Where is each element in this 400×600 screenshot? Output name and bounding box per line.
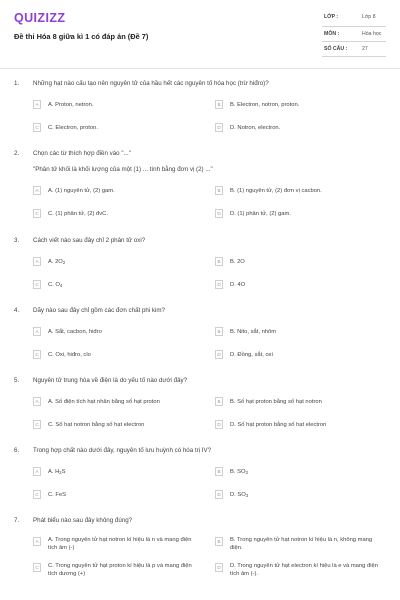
option-text-tail: S [61, 469, 66, 475]
question-text: Những hạt nào cấu tạo nên nguyên tử của hầu hết các nguyên tố hóa học (trừ hiđro)? [33, 80, 269, 87]
option-letter-box: D [215, 490, 223, 499]
option-text [230, 468, 248, 477]
meta-row-class [322, 10, 386, 27]
header-divider [0, 68, 400, 69]
option-text-main: B. Số hạt proton bằng số hạt notron [230, 399, 322, 405]
option-letter-box: C [33, 490, 41, 499]
option-subscript: 2 [59, 470, 62, 475]
meta-value-count: 27 [362, 46, 368, 52]
option-text-main: D. (1) phân tử, (2) gam. [230, 211, 291, 217]
question-number: 2. [14, 150, 20, 157]
option-letter-box: A [33, 467, 41, 476]
question-text: Nguyên tử trung hòa về điện là do yếu tố nào dưới đây? [33, 377, 188, 384]
option-text [230, 124, 280, 132]
worksheet-header [0, 0, 400, 68]
meta-row-subject [322, 27, 386, 42]
option-text-main: C. Trong nguyên tử hạt proton kí hiệu là p và mang điện tích dương (+) [48, 563, 192, 577]
option-letter-box: B [215, 327, 223, 336]
option-text-main: C. Electron, proton. [48, 125, 98, 131]
option-text-main: B. SO [230, 469, 246, 475]
question-text: Phát biểu nào sau đây không đúng? [33, 517, 133, 524]
option-text [48, 210, 108, 218]
option-text-main: D. Đồng, sắt, oxi [230, 352, 273, 358]
option-text-main: B. Nito, sắt, nhôm [230, 329, 277, 335]
option-text-main: C. Oxi, hiđro, clo [48, 352, 91, 358]
option-letter-box: D [215, 350, 223, 359]
option-letter-box: C [33, 420, 41, 429]
option-letter-box: A [33, 100, 41, 109]
option-text [230, 491, 248, 500]
meta-row-count [322, 42, 386, 57]
question-text: Chọn các từ thích hợp điền vào "..." [33, 150, 131, 157]
option-text-main: A. H [48, 469, 60, 475]
option-text [48, 351, 91, 359]
option-text-main: B. Trong nguyên tử hạt notron kí hiệu là n, không mang điện. [230, 537, 373, 551]
option-subscript: 2 [62, 260, 66, 265]
option-text-main: A. Sắt, cacbon, hiđro [48, 329, 102, 335]
option-text-main: B. 2O [230, 259, 245, 265]
meta-key-count: SỐ CÂU : [324, 46, 348, 52]
option-letter-box: D [215, 420, 223, 429]
option-letter-box: D [215, 123, 223, 132]
question-text: Trong hợp chất nào dưới đây, nguyên tố lưu huỳnh có hóa trị IV? [33, 447, 212, 454]
meta-value-subject: Hóa học [362, 31, 382, 37]
option-letter-box: C [33, 350, 41, 359]
option-text-main: A. Trong nguyên tử hạt notron kí hiệu là n và mang điện tích âm (-) [48, 537, 192, 551]
option-subscript: 4 [59, 283, 63, 288]
option-text [48, 328, 102, 336]
option-letter-box: B [215, 100, 223, 109]
option-text [48, 124, 98, 132]
option-letter-box: C [33, 280, 41, 289]
option-text [230, 101, 299, 109]
option-letter-box: A [33, 257, 41, 266]
option-letter-box: C [33, 563, 41, 572]
meta-key-class: LỚP : [324, 14, 339, 20]
option-subscript: 3 [245, 493, 249, 498]
option-text [230, 281, 245, 289]
option-letter-box: C [33, 123, 41, 132]
option-text-main: D. Số hạt proton bằng số hạt electron [230, 422, 327, 428]
worksheet-meta-table [322, 10, 386, 62]
option-text-main: A. Proton, netron. [48, 102, 94, 108]
question-number: 6. [14, 447, 20, 454]
option-text [230, 328, 276, 336]
quizizz-logo: QUIZIZZ [14, 11, 66, 25]
option-letter-box: C [33, 209, 41, 218]
worksheet-title: Đề thi Hóa 8 giữa kì 1 có đáp án (Đề 7) [14, 32, 149, 41]
option-letter-box: D [215, 563, 223, 572]
option-letter-box: A [33, 186, 41, 195]
meta-key-subject: MÔN : [324, 31, 340, 37]
option-letter-box: A [33, 537, 41, 546]
option-letter-box: B [215, 467, 223, 476]
option-text-main: A. 2O [48, 259, 63, 265]
option-letter-box: D [215, 280, 223, 289]
option-text [48, 281, 62, 290]
option-text-main: A. (1) nguyên tử, (2) gam. [48, 188, 115, 194]
option-text [230, 351, 273, 359]
option-text [230, 258, 245, 266]
option-letter-box: D [215, 209, 223, 218]
option-text [48, 491, 66, 499]
option-text [48, 421, 144, 429]
option-text [230, 398, 322, 406]
option-text-main: B. Electron, notron, proton. [230, 102, 300, 108]
question-number: 4. [14, 307, 20, 314]
meta-value-class: Lớp 8 [362, 14, 376, 20]
option-text [48, 258, 65, 267]
question-number: 5. [14, 377, 20, 384]
option-text-main: C. FeS [48, 492, 67, 498]
option-letter-box: B [215, 397, 223, 406]
option-text-main: C. (1) phân tử, (2) đvC. [48, 211, 108, 217]
option-letter-box: A [33, 327, 41, 336]
option-text [230, 187, 322, 195]
option-text [48, 536, 198, 552]
option-text [230, 421, 326, 429]
option-subscript: 3 [245, 470, 248, 475]
question-text: Cách viết nào sau đây chỉ 2 phân tử oxi? [33, 237, 146, 244]
option-text-main: D. Notron, electron. [230, 125, 281, 131]
option-text [48, 101, 93, 109]
option-text-main: A. Số điện tích hạt nhân bằng số hạt proton [48, 399, 160, 405]
question-subtext: "Phân tử khối là khối lượng của một (1) ... tính bằng đơn vị (2) ..." [33, 166, 213, 173]
option-letter-box: A [33, 397, 41, 406]
option-letter-box: B [215, 186, 223, 195]
option-text-main: D. SO [230, 492, 246, 498]
question-number: 1. [14, 80, 20, 87]
option-text [230, 562, 380, 578]
option-text [48, 187, 115, 195]
option-text-main: D. 4O [230, 282, 246, 288]
option-text [48, 562, 198, 578]
option-letter-box: B [215, 537, 223, 546]
question-text: Dãy nào sau đây chỉ gồm các đơn chất phi kim? [33, 307, 166, 314]
option-letter-box: B [215, 257, 223, 266]
question-number: 3. [14, 237, 20, 244]
option-text-main: D. Trong nguyên tử hạt electron kí hiệu là e và mang điện tích âm (-). [230, 563, 378, 577]
question-number: 7. [14, 517, 20, 524]
option-text [48, 468, 66, 477]
option-text-main: C. Số hạt notron bằng số hạt electron [48, 422, 145, 428]
option-text [230, 536, 380, 552]
option-text-main: C. O [48, 282, 60, 288]
option-text [230, 210, 291, 218]
option-text-main: B. (1) nguyên tử, (2) đơn vị cacbon. [230, 188, 322, 194]
option-text [48, 398, 160, 406]
